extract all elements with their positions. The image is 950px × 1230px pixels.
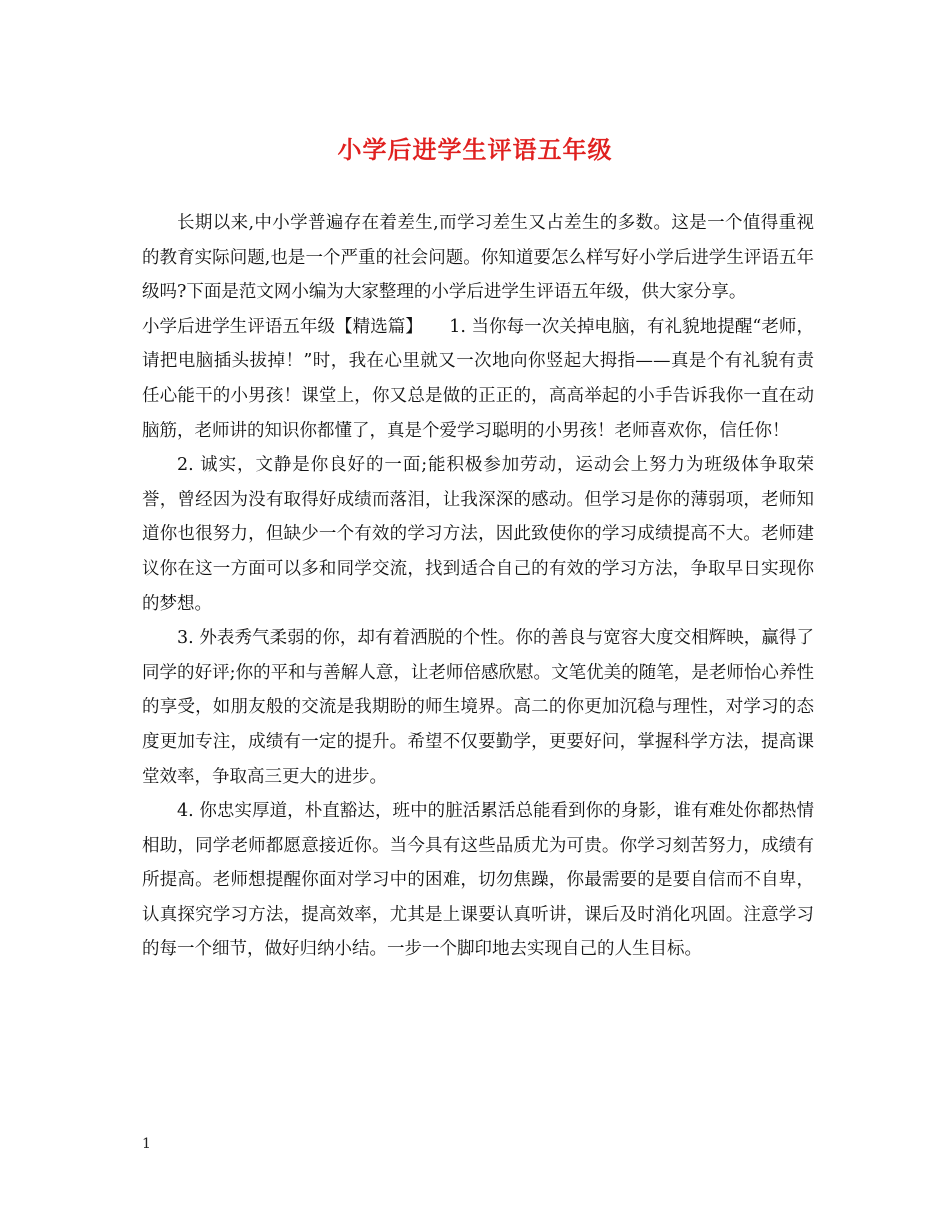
document-body [142,206,814,967]
intro-paragraph: 长期以来,中小学普遍存在着差生,而学习差生又占差生的多数。这是一个值得重视的教育实际问题,也是一个严重的社会问题。你知道要怎么样写好小学后进学生评语五年级吗?下面是范文网小编为大家整理的小学后进学生评语五年级，供大家分享。 [142,213,814,303]
page-title: 小学后进学生评语五年级 [337,135,613,164]
comment-paragraph-1: 小学后进学生评语五年级【精选篇】 1. 当你每一次关掉电脑，有礼貌地提醒“老师，请把电脑插头拔掉！”时，我在心里就又一次地向你竖起大拇指——真是个有礼貌有责任心能干的小男孩！课堂上，你又总是做的正正的，高高举起的小手告诉我你一直在动脑筋，老师讲的知识你都懂了，真是个爱学习聪明的小男孩！老师喜欢你，信任你！ [142,316,814,441]
comment-paragraph-3: 3. 外表秀气柔弱的你，却有着洒脱的个性。你的善良与宽容大度交相辉映，赢得了同学的好评;你的平和与善解人意，让老师倍感欣慰。文笔优美的随笔，是老师怡心养性的享受，如朋友般的交流是我期盼的师生境界。高二的你更加沉稳与理性，对学习的态度更加专注，成绩有一定的提升。希望不仅要勤学，更要好问，掌握科学方法，提高课堂效率，争取高三更大的进步。 [142,628,814,787]
page-number: 1 [142,1136,151,1152]
comment-paragraph-4: 4. 你忠实厚道，朴直豁达，班中的脏活累活总能看到你的身影，谁有难处你都热情相助，同学老师都愿意接近你。当今具有这些品质尤为可贵。你学习刻苦努力，成绩有所提高。老师想提醒你面对学习中的困难，切勿焦躁，你最需要的是要自信而不自卑，认真探究学习方法，提高效率，尤其是上课要认真听讲，课后及时消化巩固。注意学习的每一个细节，做好归纳小结。一步一个脚印地去实现自己的人生目标。 [142,801,814,960]
comment-paragraph-2: 2. 诚实，文静是你良好的一面;能积极参加劳动，运动会上努力为班级体争取荣誉，曾经因为没有取得好成绩而落泪，让我深深的感动。但学习是你的薄弱项，老师知道你也很努力，但缺少一个有效的学习方法，因此致使你的学习成绩提高不大。老师建议你在这一方面可以多和同学交流，找到适合自己的有效的学习方法，争取早日实现你的梦想。 [142,455,814,614]
